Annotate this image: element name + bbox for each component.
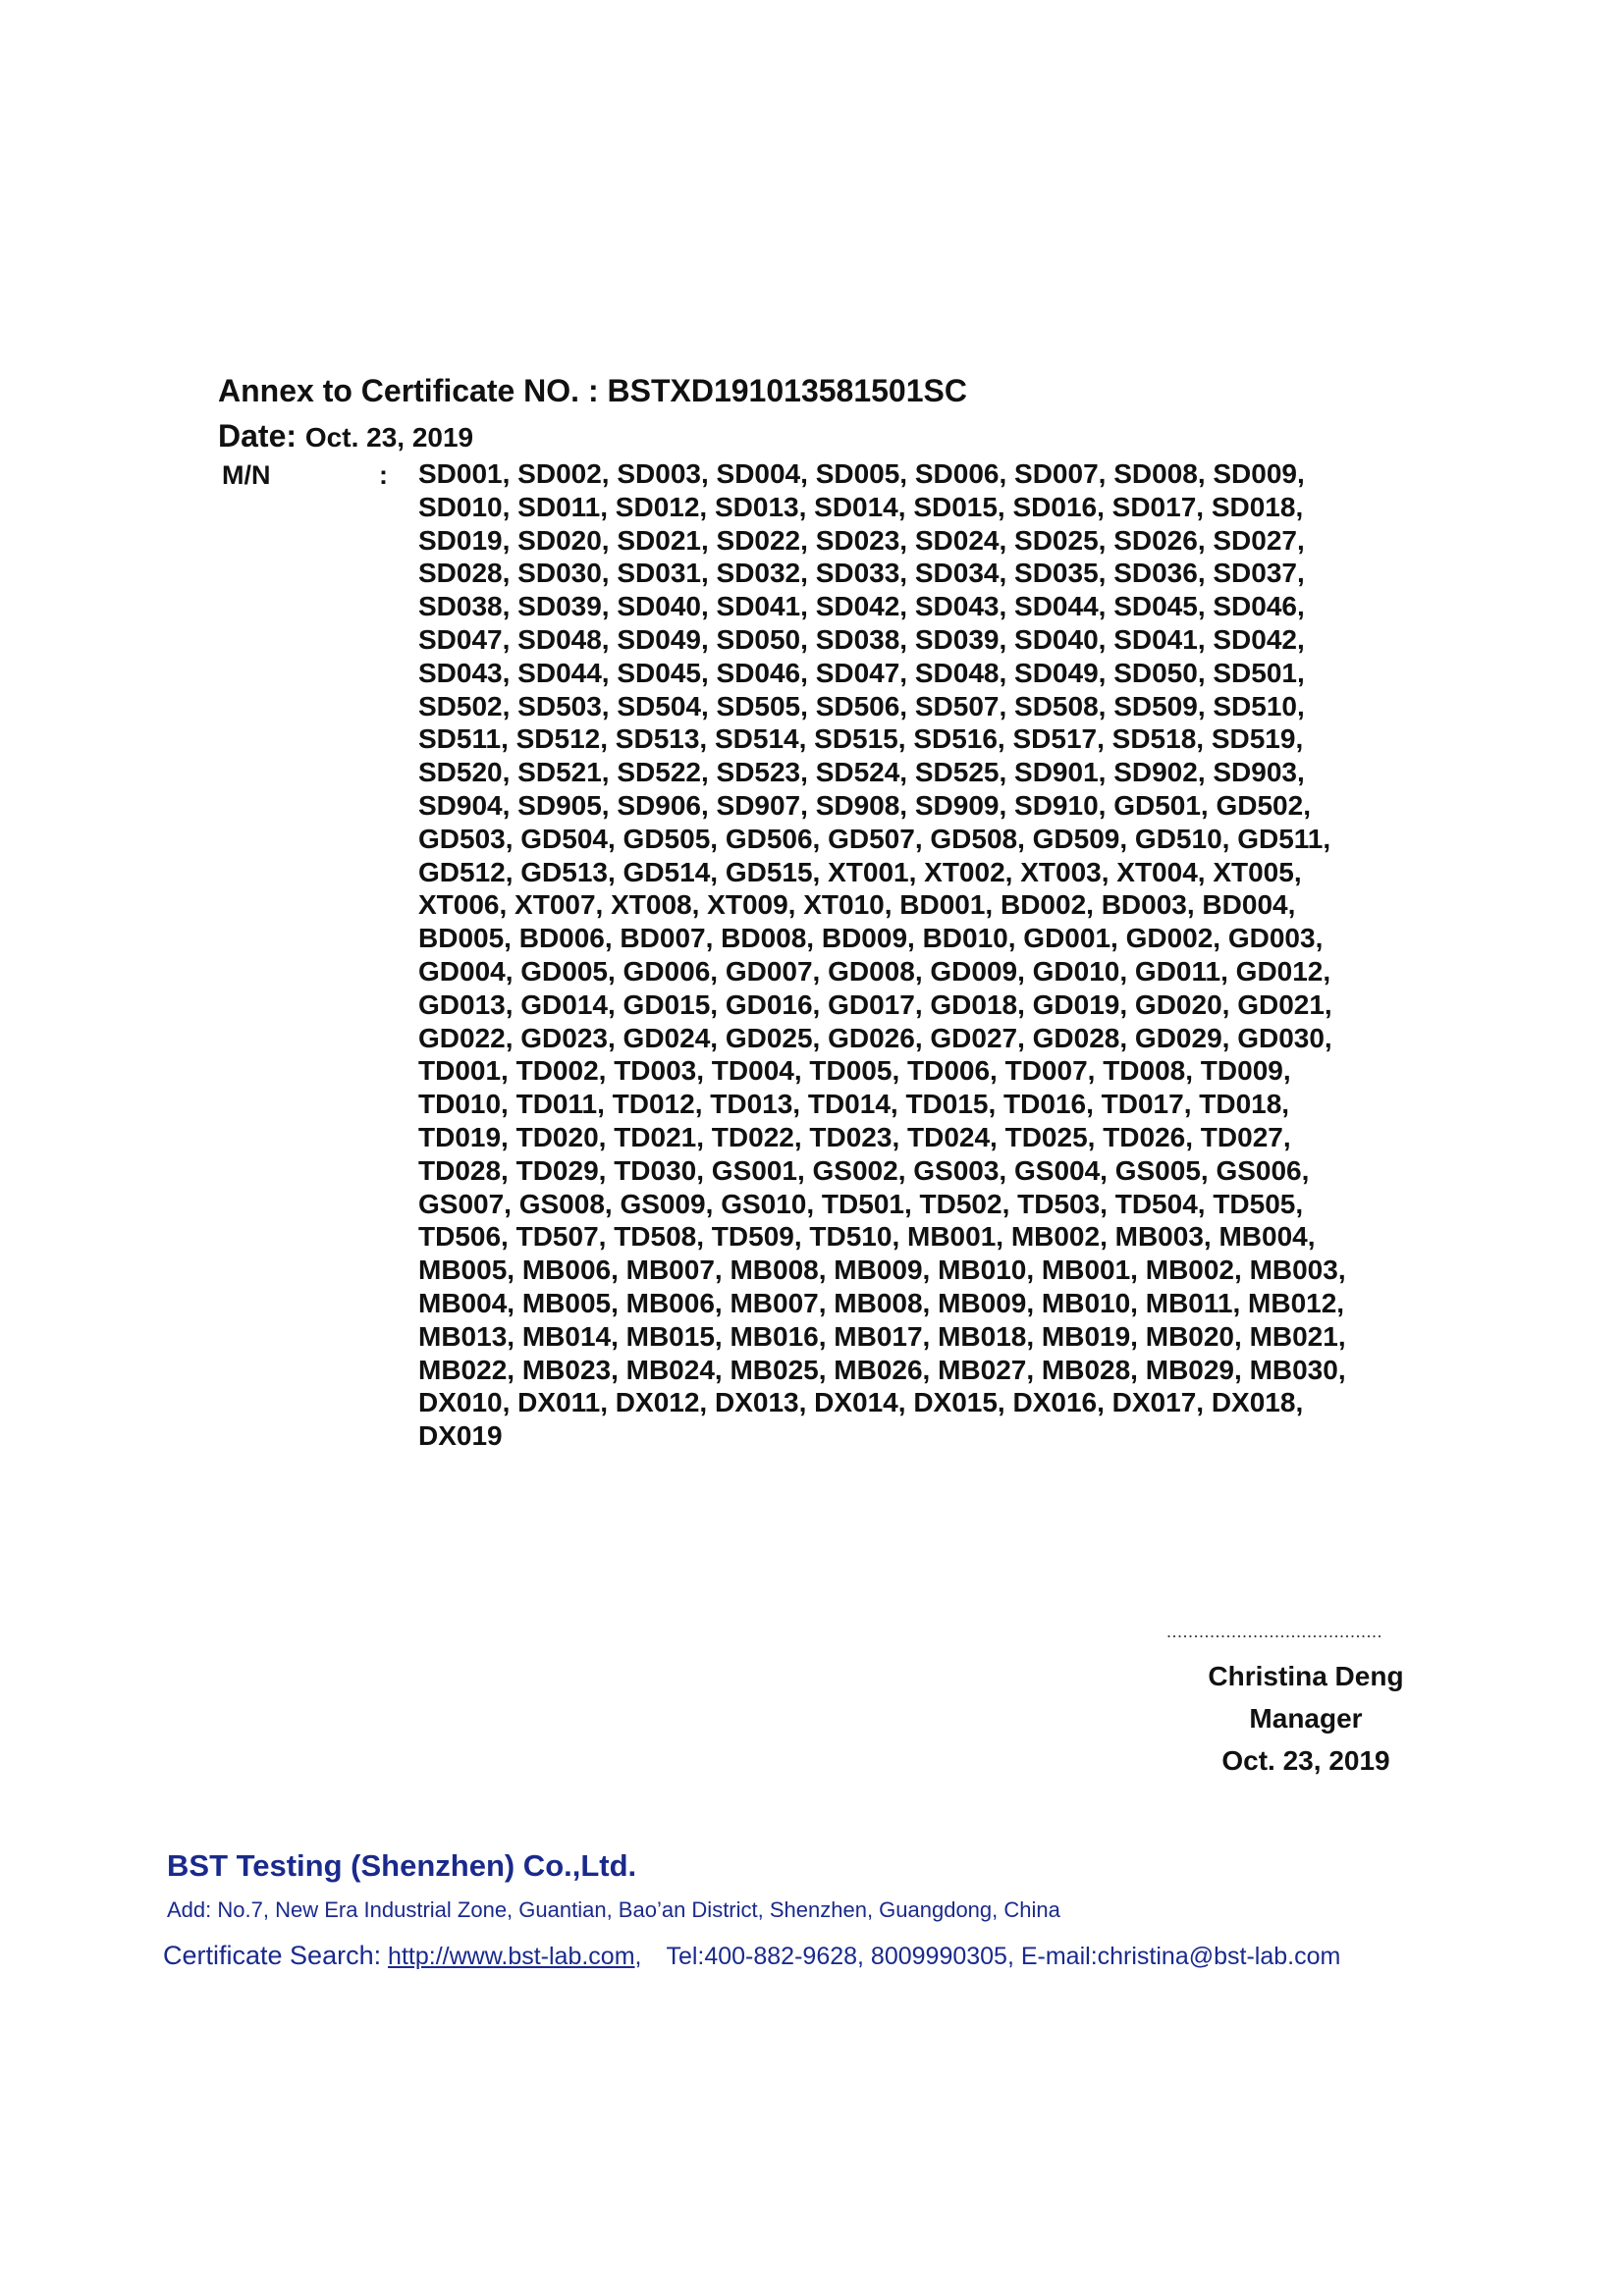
model-number-line: GS007, GS008, GS009, GS010, TD501, TD502, TD503, TD504, TD505, [418,1188,1304,1219]
contact-details: Tel:400-882-9628, 8009990305, E-mail:christina@bst-lab.com [666,1943,1341,1970]
model-number-line: TD010, TD011, TD012, TD013, TD014, TD015, TD016, TD017, TD018, [418,1089,1290,1120]
contact-line: Certificate Search: http://www.bst-lab.com, Tel:400-882-9628, 8009990305, E-mail:christina@bst-lab.com [163,1941,1341,1970]
date-label: Date: [218,418,298,454]
model-number-line: SD511, SD512, SD513, SD514, SD515, SD516, SD517, SD518, SD519, [418,723,1304,755]
model-number-line: SD047, SD048, SD049, SD050, SD038, SD039, SD040, SD041, SD042, [418,623,1305,655]
signatory-title: Manager [1249,1703,1363,1734]
model-number-separator: : [379,460,388,490]
date-line [218,416,473,457]
model-number-line: SD028, SD030, SD031, SD032, SD033, SD034, SD035, SD036, SD037, [418,558,1305,589]
model-number-line: BD005, BD006, BD007, BD008, BD009, BD010, GD001, GD002, GD003, [418,923,1324,954]
model-number-label: M/N [222,460,271,490]
model-number-line: GD503, GD504, GD505, GD506, GD507, GD508, GD509, GD510, GD511, [418,823,1331,854]
model-number-line: SD043, SD044, SD045, SD046, SD047, SD048, SD049, SD050, SD501, [418,657,1305,688]
signatory-name: Christina Deng [1208,1661,1404,1691]
website-link[interactable]: http://www.bst-lab.com [388,1943,635,1970]
company-name: BST Testing (Shenzhen) Co.,Ltd. [167,1848,637,1883]
model-number-line: MB022, MB023, MB024, MB025, MB026, MB027, MB028, MB029, MB030, [418,1354,1346,1385]
model-number-line: MB013, MB014, MB015, MB016, MB017, MB018, MB019, MB020, MB021, [418,1320,1346,1352]
model-number-line: GD013, GD014, GD015, GD016, GD017, GD018, GD019, GD020, GD021, [418,988,1332,1020]
signature-block [1139,1655,1473,1782]
model-number-line: GD022, GD023, GD024, GD025, GD026, GD027, GD028, GD029, GD030, [418,1022,1332,1053]
model-number-line: DX010, DX011, DX012, DX013, DX014, DX015, DX016, DX017, DX018, [418,1387,1304,1418]
signature-dotted-line: ........................................ [1166,1622,1383,1641]
model-number-line: MB005, MB006, MB007, MB008, MB009, MB010, MB001, MB002, MB003, [418,1255,1346,1286]
model-number-line: TD019, TD020, TD021, TD022, TD023, TD024, TD025, TD026, TD027, [418,1121,1291,1152]
company-address: Add: No.7, New Era Industrial Zone, Guantian, Bao’an District, Shenzhen, Guangdong, China [167,1897,1060,1922]
model-number-line: MB004, MB005, MB006, MB007, MB008, MB009, MB010, MB011, MB012, [418,1287,1345,1318]
model-number-line: SD038, SD039, SD040, SD041, SD042, SD043, SD044, SD045, SD046, [418,591,1305,622]
model-number-line: SD904, SD905, SD906, SD907, SD908, SD909, SD910, GD501, GD502, [418,789,1311,821]
date-value: Oct. 23, 2019 [304,422,474,453]
model-number-line: SD001, SD002, SD003, SD004, SD005, SD006, SD007, SD008, SD009, [418,458,1305,489]
model-number-line: GD512, GD513, GD514, GD515, XT001, XT002, XT003, XT004, XT005, [418,856,1302,887]
model-number-line: SD520, SD521, SD522, SD523, SD524, SD525, SD901, SD902, SD903, [418,757,1305,788]
model-number-line: TD001, TD002, TD003, TD004, TD005, TD006, TD007, TD008, TD009, [418,1055,1291,1087]
certificate-search-label: Certificate Search: [163,1941,382,1970]
model-number-line: DX019 [418,1420,503,1452]
model-number-line: TD028, TD029, TD030, GS001, GS002, GS003, GS004, GS005, GS006, [418,1154,1310,1186]
annex-title: Annex to Certificate NO. : BSTXD191013581501SC [218,373,967,408]
model-number-line: SD019, SD020, SD021, SD022, SD023, SD024, SD025, SD026, SD027, [418,524,1305,556]
model-number-line: TD506, TD507, TD508, TD509, TD510, MB001, MB002, MB003, MB004, [418,1221,1316,1253]
model-number-line: SD010, SD011, SD012, SD013, SD014, SD015, SD016, SD017, SD018, [418,491,1304,522]
model-number-line: XT006, XT007, XT008, XT009, XT010, BD001, BD002, BD003, BD004, [418,889,1296,921]
model-number-list [418,457,1439,1453]
model-number-line: GD004, GD005, GD006, GD007, GD008, GD009, GD010, GD011, GD012, [418,955,1331,987]
model-number-line: SD502, SD503, SD504, SD505, SD506, SD507, SD508, SD509, SD510, [418,690,1305,721]
signature-date: Oct. 23, 2019 [1221,1745,1390,1776]
